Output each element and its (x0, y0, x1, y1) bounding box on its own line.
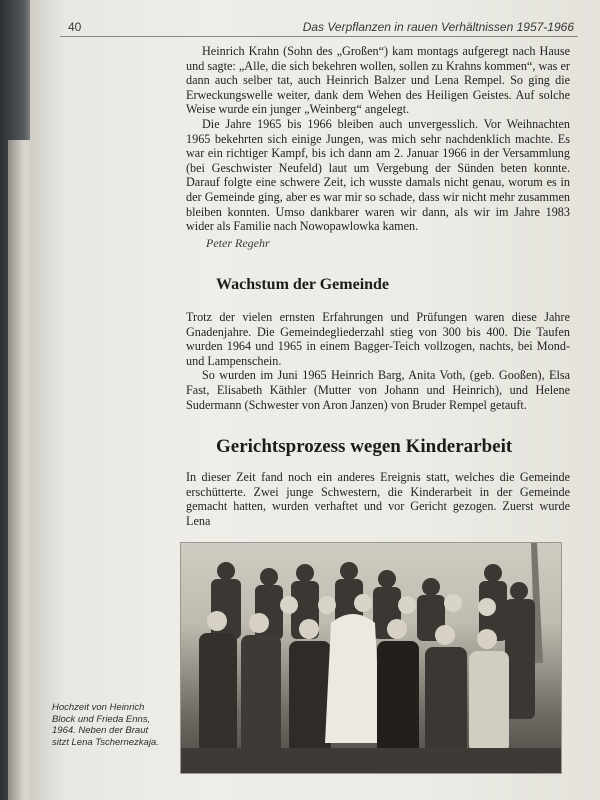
page-number: 40 (68, 20, 82, 34)
bride-dress (325, 614, 381, 743)
wedding-photo-figures (181, 543, 561, 773)
article-text-top (186, 44, 570, 234)
wedding-photo (180, 542, 562, 774)
book-page (30, 0, 600, 800)
photo-caption: Hochzeit von Heinrich Block und Frieda Enns, 1964. Neben der Braut sitzt Lena Tschernezkaja. (52, 702, 159, 748)
front-row-people (199, 611, 509, 759)
running-head: Das Verpflanzen in rauen Verhältnissen 1957-1966 (302, 20, 574, 34)
paragraph: Trotz der vielen ernsten Erfahrungen und Prüfungen waren diese Jahre Gnadenjahre. Die Gemeindegliederzahl stieg von 300 bis 400. Die Taufen wurden 1964 und 1965 in einem Bagger-Teich vollzogen, nachts, bei Mond- und Lampenschein. (186, 310, 570, 368)
section-heading-gerichtsprozess: Gerichtsprozess wegen Kinderarbeit (216, 436, 513, 457)
paragraph: Die Jahre 1965 bis 1966 bleiben auch unvergesslich. Vor Weihnachten 1965 bekehrten sich einige Jungen, was mich sehr nachdenklich machte. Es war ein richtiger Kampf, bis ich dann am 2. Januar 1966 in der Versammlung (bei Geschwister Neufeld) laut um Vergebung der Sünden beten konnte. Darauf folgte eine schwere Zeit, ich wusste damals nicht genau, worum es in der Gemeinde ging, aber es war mir so schade, dass wir nicht mehr zusammen bleiben konnten. Umso dankbarer waren wir dann, als wir im Jahre 1983 wider als Familie nach Nowopawlowka kamen. (186, 116, 570, 234)
ground (181, 748, 561, 773)
header-rule (60, 36, 578, 37)
section2-text (186, 470, 570, 528)
paragraph: So wurden im Juni 1965 Heinrich Barg, Anita Voth, (geb. Gooßen), Elsa Fast, Elisabeth Käthler (Mutter von Johann und Heinrich), und Helene Sudermann (Schwester von Aron Janzen) von Bruder Rempel getauft. (186, 368, 570, 412)
section-heading-wachstum: Wachstum der Gemeinde (216, 276, 390, 293)
paragraph: In dieser Zeit fand noch ein anderes Ereignis statt, welches die Gemeinde erschütterte. Zwei junge Schwestern, die Kinderarbeit in der Gemeinde gemacht hatten, wurden verhaftet und vor Gericht gezogen. Zuerst wurde Lena (186, 470, 570, 528)
section1-text (186, 310, 570, 412)
paragraph: Heinrich Krahn (Sohn des „Großen“) kam montags aufgeregt nach Hause und sagte: „Alle, die sich bekehren wollen, sollen zu Krahns kommen“, was er dann auch selber tat, auch Heinrich Balzer und Lena Rempel. So ging die Erweckungswelle weiter, dank dem Wehen des Heiligen Geistes. Auf solche Weise wurde ein junger „Weinberg“ angelegt. (186, 44, 570, 117)
author-signature: Peter Regehr (206, 236, 270, 250)
